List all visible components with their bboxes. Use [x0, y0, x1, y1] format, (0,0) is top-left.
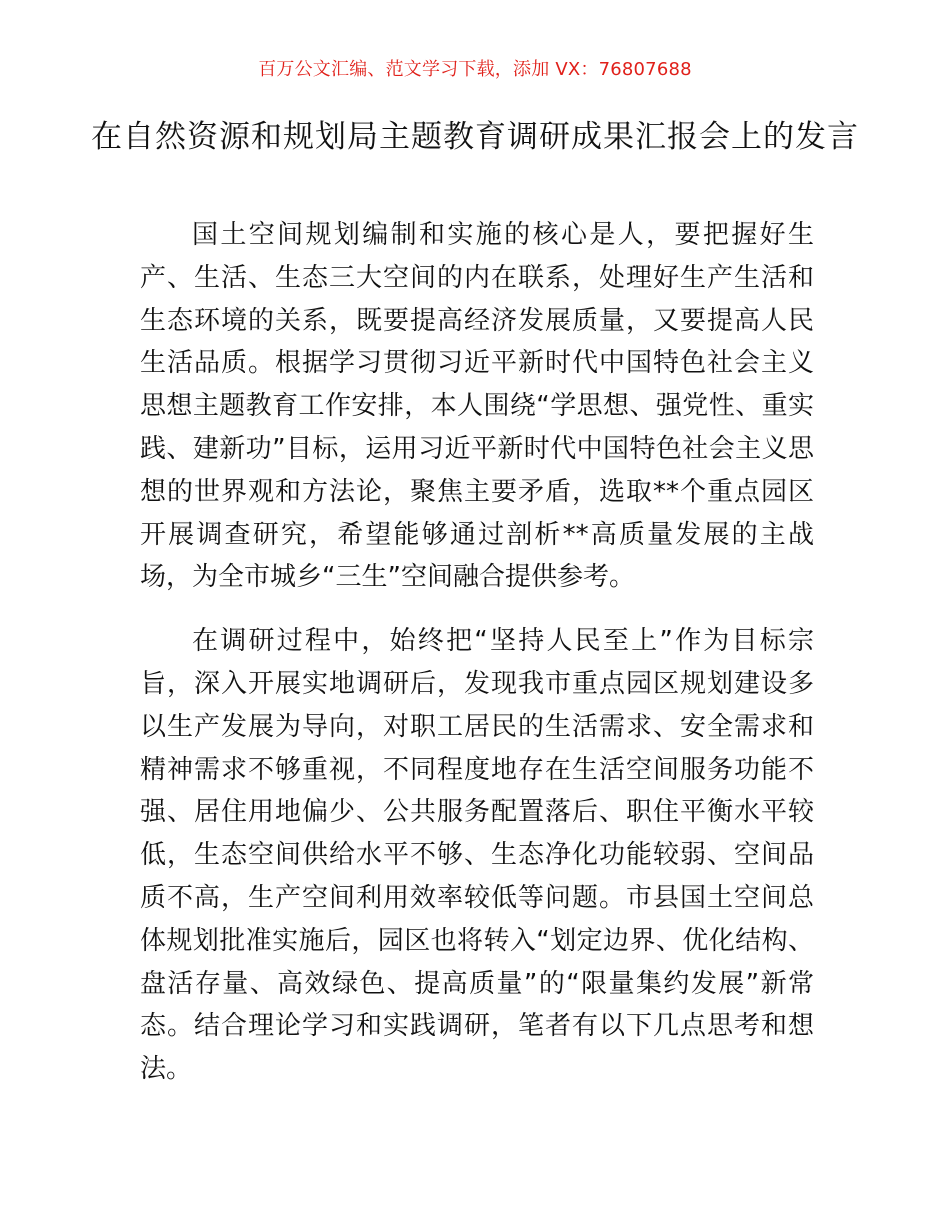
- document-body: [140, 214, 814, 1091]
- paragraph-2: 在调研过程中，始终把“坚持人民至上”作为目标宗旨，深入开展实地调研后，发现我市重点园区规划建设多以生产发展为导向，对职工居民的生活需求、安全需求和精神需求不够重视，不同程度地存在生活空间服务功能不强、居住用地偏少、公共服务配置落后、职住平衡水平较低，生态空间供给水平不够、生态净化功能较弱、空间品质不高，生产空间利用效率较低等问题。市县国土空间总体规划批准实施后，园区也将转入“划定边界、优化结构、盘活存量、高效绿色、提高质量”的“限量集约发展”新常态。结合理论学习和实践调研，笔者有以下几点思考和想法。: [140, 626, 814, 1085]
- paragraph-1: 国土空间规划编制和实施的核心是人，要把握好生产、生活、生态三大空间的内在联系，处理好生产生活和生态环境的关系，既要提高经济发展质量，又要提高人民生活品质。根据学习贯彻习近平新时代中国特色社会主义思想主题教育工作安排，本人围绕“学思想、强党性、重实践、建新功”目标，运用习近平新时代中国特色社会主义思想的世界观和方法论，聚焦主要矛盾，选取**个重点园区开展调查研究，希望能够通过剖析**高质量发展的主战场，为全市城乡“三生”空间融合提供参考。: [140, 220, 814, 593]
- document-title: 在自然资源和规划局主题教育调研成果汇报会上的发言: [91, 119, 859, 155]
- header-watermark: 百万公文汇编、范文学习下载，添加 VX：76807688: [258, 59, 692, 80]
